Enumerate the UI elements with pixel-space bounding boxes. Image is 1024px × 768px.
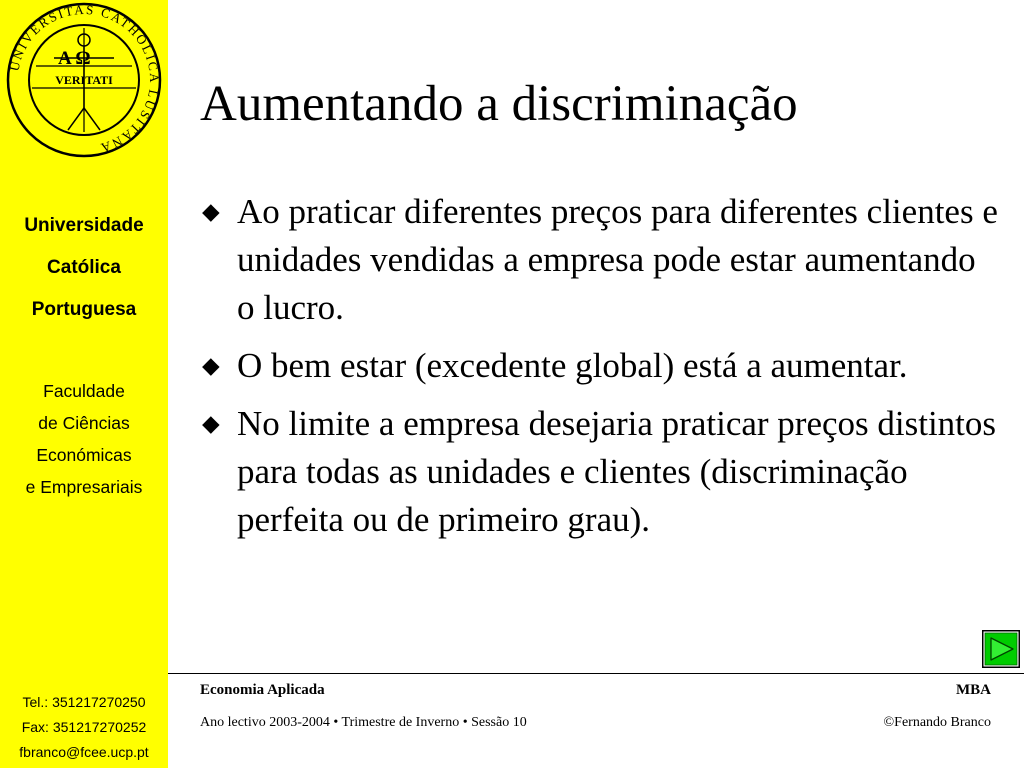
university-seal-icon (2, 0, 166, 160)
bullet-item (200, 188, 1000, 332)
seal-motto: VERITATI (55, 73, 113, 87)
university-name (0, 205, 168, 331)
faculty-line-3: Económicas (36, 445, 132, 465)
footer-author: ©Fernando Branco (883, 715, 991, 730)
seal-symbols: A Ω (58, 48, 91, 69)
bullet-item (200, 400, 1000, 544)
footer-program: MBA (956, 682, 991, 698)
contact-info (0, 690, 168, 765)
phone-number: Tel.: 351217270250 (22, 694, 146, 710)
footer-course: Economia Aplicada (200, 682, 325, 698)
diamond-bullet-icon: ◆ (202, 411, 220, 436)
bullet-text: Ao praticar diferentes preços para diferentes clientes e unidades vendidas a empresa pode estar aumentando o lucro. (237, 192, 998, 327)
footer-divider (168, 673, 1024, 674)
university-line-2: Católica (47, 257, 121, 278)
faculty-line-1: Faculdade (43, 381, 125, 401)
faculty-line-2: de Ciências (38, 413, 130, 433)
slide-title: Aumentando a discriminação (200, 76, 798, 132)
bullet-text: No limite a empresa desejaria praticar preços distintos para todas as unidades e clientes (discriminação perfeita ou de primeiro grau). (237, 404, 997, 539)
faculty-line-4: e Empresariais (25, 477, 143, 497)
university-line-1: Universidade (24, 215, 144, 236)
bullet-text: O bem estar (excedente global) está a aumentar. (237, 346, 908, 385)
diamond-bullet-icon: ◆ (202, 199, 220, 224)
seal-text: UNIVERSITAS CATHOLICA LUSITANA (6, 1, 163, 157)
diamond-bullet-icon: ◆ (202, 353, 220, 378)
email-address: fbranco@fcee.ucp.pt (19, 744, 149, 760)
university-line-3: Portuguesa (31, 299, 137, 320)
bullet-list (200, 188, 1000, 554)
next-slide-button[interactable] (982, 630, 1020, 668)
sidebar (0, 0, 168, 768)
faculty-name (0, 375, 168, 503)
footer-session: Ano lectivo 2003-2004 • Trimestre de Inverno • Sessão 10 (200, 715, 527, 730)
bullet-item (200, 342, 1000, 390)
fax-number: Fax: 351217270252 (21, 719, 147, 735)
